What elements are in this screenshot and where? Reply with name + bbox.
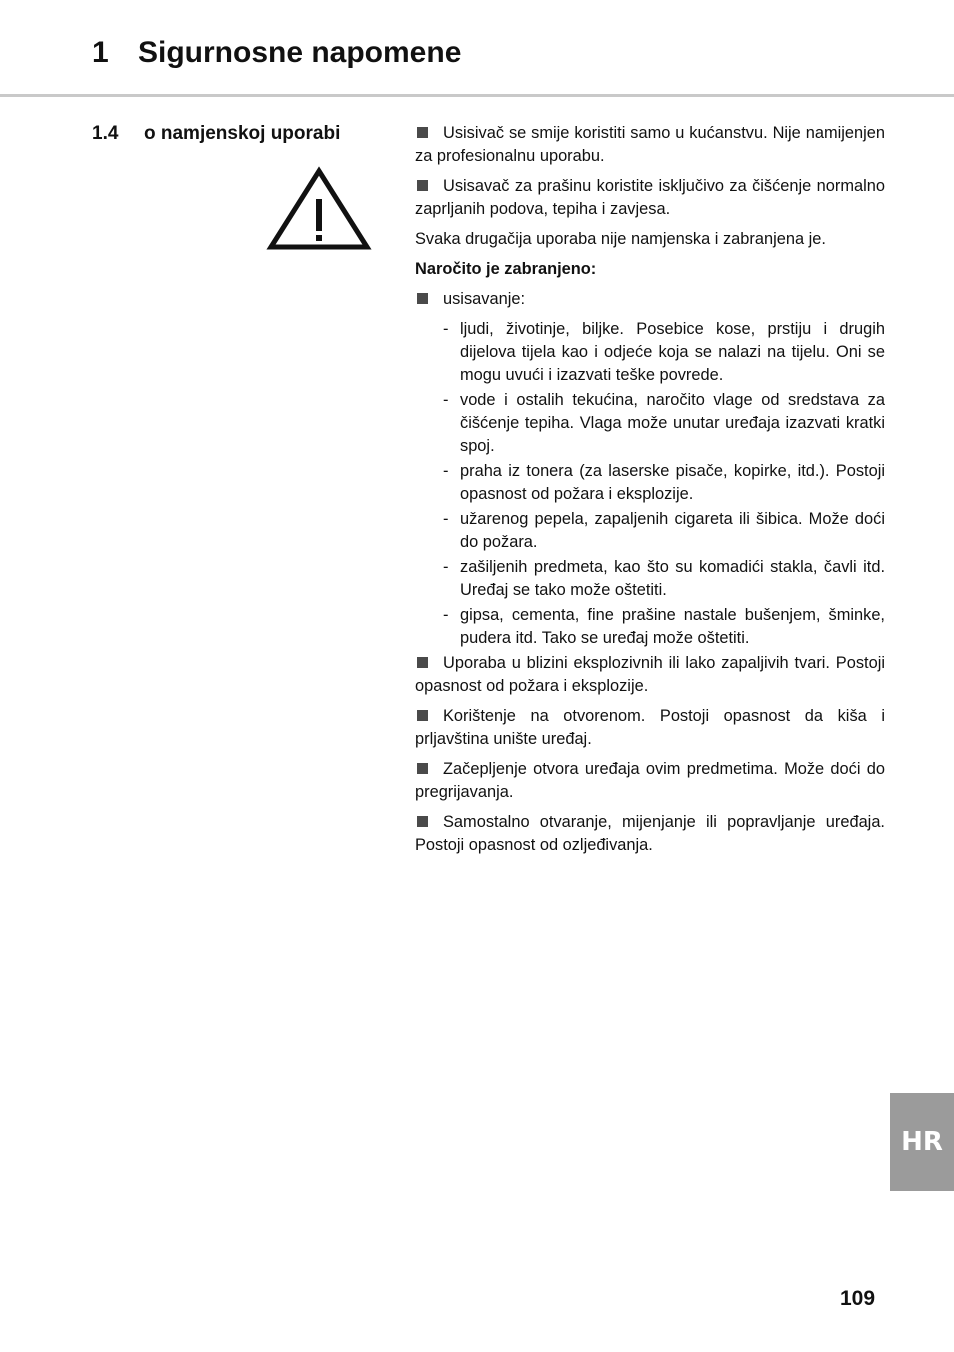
paragraph-other-use: Svaka drugačija uporaba nije namjenska i zabranjena je. bbox=[415, 230, 826, 248]
paragraph-explosive: Uporaba u blizini eksplozivnih ili lako zapaljivih tvari. Postoji opasnost od požara i eksplozije. bbox=[415, 652, 885, 698]
language-tab: HR bbox=[890, 1093, 954, 1191]
list-item: - vode i ostalih tekućina, naročito vlage od sredstava za čišćenje tepiha. Vlaga može unutar uređaja izazvati kratki spoj. bbox=[443, 389, 885, 458]
page-number: 109 bbox=[840, 1287, 876, 1310]
prohibited-subheading: Naročito je zabranjeno: bbox=[415, 260, 597, 278]
warning-triangle-icon bbox=[266, 166, 372, 252]
list-item: - praha iz tonera (za laserske pisače, kopirke, itd.). Postoji opasnost od požara i eksplozije. bbox=[443, 460, 885, 506]
paragraph-outdoor: Korištenje na otvorenom. Postoji opasnost da kiša i prljavština unište uređaj. bbox=[415, 705, 885, 751]
chapter-title bbox=[92, 36, 461, 70]
list-item: - ljudi, životinje, biljke. Posebice kose, prstiju i drugih dijelova tijela kao i odjeće koja se nalazi na tijelu. Oni se mogu uvući i izazvati teške povrede. bbox=[443, 318, 885, 387]
list-item: - užarenog pepela, zapaljenih cigareta ili šibica. Može doći do požara. bbox=[443, 508, 885, 554]
list-item: - gipsa, cementa, fine prašine nastale bušenjem, šminke, pudera itd. Tako se uređaj može oštetiti. bbox=[443, 604, 885, 650]
section-title-text: o namjenskoj uporabi bbox=[144, 123, 341, 144]
paragraph-repair: Samostalno otvaranje, mijenjanje ili popravljanje uređaja. Postoji opasnost od ozljeđivanja. bbox=[415, 811, 885, 857]
chapter-title-text: Sigurnosne napomene bbox=[138, 36, 462, 69]
chapter-header bbox=[0, 0, 954, 97]
paragraph-household-use: Usisivač se smije koristiti samo u kućanstvu. Nije namijenjen za profesionalnu uporabu. bbox=[415, 122, 885, 168]
content-column bbox=[415, 122, 885, 864]
list-item: - zašiljenih predmeta, kao što su komadići stakla, čavli itd. Uređaj se tako može oštetiti. bbox=[443, 556, 885, 602]
paragraph-floor-cleaning: Usisavač za prašinu koristite isključivo za čišćenje normalno zaprljanih podova, tepiha i zavjesa. bbox=[415, 175, 885, 221]
prohibited-items-list bbox=[443, 318, 885, 650]
paragraph-vacuuming: usisavanje: bbox=[415, 288, 885, 311]
chapter-number: 1 bbox=[92, 36, 109, 69]
paragraph-blocking: Začepljenje otvora uređaja ovim predmetima. Može doći do pregrijavanja. bbox=[415, 758, 885, 804]
section-number: 1.4 bbox=[92, 123, 119, 144]
section-title bbox=[92, 123, 340, 145]
